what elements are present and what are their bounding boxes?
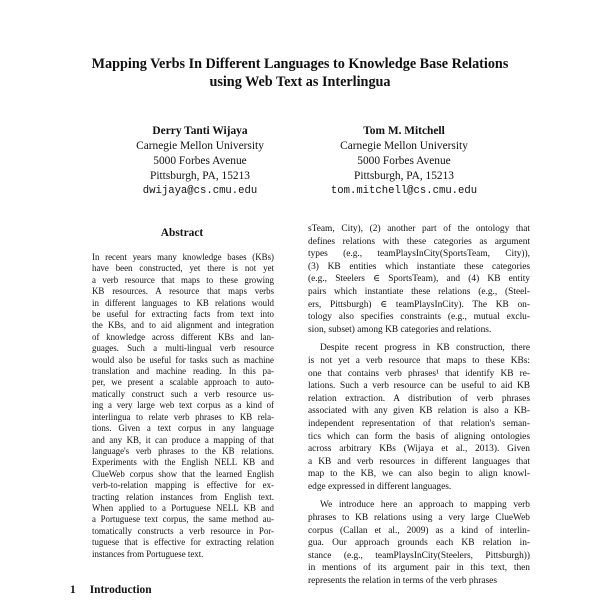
author-affiliation: Carnegie Mellon University	[340, 140, 468, 152]
text-line: tology also specifies constraints (e.g., mutual exclu-	[308, 312, 530, 323]
author-city: Pittsburgh, PA, 15213	[353, 170, 454, 182]
text-line: ing a very large web text corpus as a kind of	[92, 400, 274, 411]
text-line: matically construct such a verb resource us-	[92, 388, 274, 399]
author-block-2	[304, 124, 504, 199]
author-email: tom.mitchell@cs.cmu.edu	[330, 185, 478, 197]
text-line: tomatically constructs a verb resource in Por-	[92, 525, 274, 536]
text-line: translation and machine reading. In this pa-	[92, 366, 274, 377]
text-line: tuguese that is effective for extracting relation	[92, 537, 274, 548]
text-line: In recent years many knowledge bases (KBs)	[92, 252, 274, 262]
text-line: be useful for extracting facts from text into	[92, 309, 274, 320]
text-line: types (e.g., teamPlaysInCity(SportsTeam, City)),	[308, 249, 530, 260]
text-line: in different languages to KB relations would	[92, 297, 274, 308]
text-line: and any KB, it can produce a mapping of that	[92, 434, 274, 445]
text-line: in mentions of its argument pair in this text, then	[308, 563, 530, 574]
text-line: one that contains verb phrases¹ that identify KB re-	[308, 368, 530, 379]
author-name: Tom M. Mitchell	[363, 125, 445, 137]
text-line: a KB and verb resources in different languages that	[308, 456, 530, 467]
text-line: (3) KB entities which instantiate these categories	[308, 261, 530, 272]
section-title: Introduction	[89, 584, 152, 596]
text-line: per, we present a scalable approach to auto-	[92, 377, 274, 388]
paragraph-ontology	[308, 223, 530, 336]
text-line: sion, subset) among KB categories and relations.	[308, 324, 492, 335]
text-line: tracting relation instances from English text.	[92, 491, 274, 502]
title-line-1: Mapping Verbs In Different Languages to Knowledge Base Relations	[91, 56, 509, 72]
abstract-heading: Abstract	[160, 227, 204, 239]
text-line: corpus (Callan et al., 2009) as a kind of interlin-	[308, 525, 530, 536]
text-line: tics which can form the basis of aligning ontologies	[308, 431, 530, 442]
text-line: ers, Pittsburgh) ∈ teamPlaysInCity). The KB on-	[308, 299, 530, 310]
author-email: dwijaya@cs.cmu.edu	[142, 185, 258, 197]
abstract-body	[92, 252, 274, 560]
text-line: pairs which instantiate these relations (e.g., (Steel-	[308, 286, 530, 297]
text-line: gua. Our approach grounds each KB relation in-	[308, 538, 530, 549]
text-line: defines relations with these categories as argument	[308, 236, 530, 247]
paragraph-we-introduce	[308, 499, 530, 587]
text-line: of knowledge across different KBs and lan-	[92, 331, 274, 342]
author-affiliation: Carnegie Mellon University	[136, 140, 264, 152]
text-line: We introduce here an approach to mapping verb	[320, 500, 530, 511]
text-line: across arbitrary KBs (Wijaya et al., 2013). Given	[308, 444, 530, 455]
text-line: a Portuguese text corpus, the same method au-	[92, 514, 274, 525]
title-line-2: using Web Text as Interlingua	[209, 74, 391, 90]
author-address: 5000 Forbes Avenue	[153, 155, 247, 167]
text-line: KB resources. A resource that maps verbs	[92, 286, 274, 297]
text-line: ClueWeb corpus show that the learned English	[92, 468, 274, 479]
text-line: relation extraction. A distribution of verb phrases	[308, 393, 530, 404]
author-city: Pittsburgh, PA, 15213	[149, 170, 250, 182]
text-line: a verb resource that maps to these growing	[92, 274, 274, 285]
text-line: edge expressed in different languages.	[308, 481, 452, 492]
author-block-1	[100, 124, 300, 199]
text-line: Despite recent progress in KB construction, there	[320, 343, 530, 354]
text-line: map to the KB, we can also begin to align knowl-	[308, 469, 530, 480]
text-line: guages. Such a multi-lingual verb resource	[92, 343, 274, 354]
paper-title	[40, 55, 560, 91]
paragraph-despite-progress	[308, 342, 530, 493]
text-line: associated with any given KB relation is also a KB-	[308, 406, 530, 417]
text-line: represents the relation in terms of the verb phrases	[308, 576, 497, 587]
section-heading-introduction	[70, 584, 152, 596]
text-line: would also be useful for tasks such as machine	[92, 354, 274, 365]
text-line: When applied to a Portuguese NELL KB and	[92, 502, 274, 513]
text-line: interlingua to relate verb phrases to KB rela-	[92, 411, 274, 422]
text-line: the KBs, and to aid alignment and integration	[92, 320, 274, 331]
text-line: sTeam, City), (2) another part of the ontology that	[308, 224, 530, 234]
text-line: (e.g., Steelers ∈ SportsTeam), and (4) KB entity	[308, 274, 530, 285]
text-line: language's verb phrases to the KB relations.	[92, 445, 274, 456]
author-address: 5000 Forbes Avenue	[357, 155, 451, 167]
text-line: stance (e.g., teamPlaysInCity(Steelers, Pittsburgh))	[308, 550, 530, 561]
text-line: lations. Such a verb resource can be useful to aid KB	[308, 381, 530, 392]
text-line: verb-to-relation mapping is effective for ex-	[92, 480, 274, 491]
author-name: Derry Tanti Wijaya	[152, 125, 248, 137]
text-line: independent representation of that relation's seman-	[308, 418, 530, 429]
section-number: 1	[70, 584, 76, 596]
text-line: have been constructed, yet there is not yet	[92, 263, 274, 274]
text-line: tions. Given a text corpus in any language	[92, 423, 274, 434]
right-column-text	[308, 223, 530, 594]
text-line: Experiments with the English NELL KB and	[92, 457, 274, 468]
text-line: phrases to KB relations using a very large ClueWeb	[308, 513, 530, 524]
text-line: instances from Portuguese text.	[92, 548, 204, 559]
text-line: is not yet a verb resource that maps to these KBs:	[308, 355, 530, 366]
